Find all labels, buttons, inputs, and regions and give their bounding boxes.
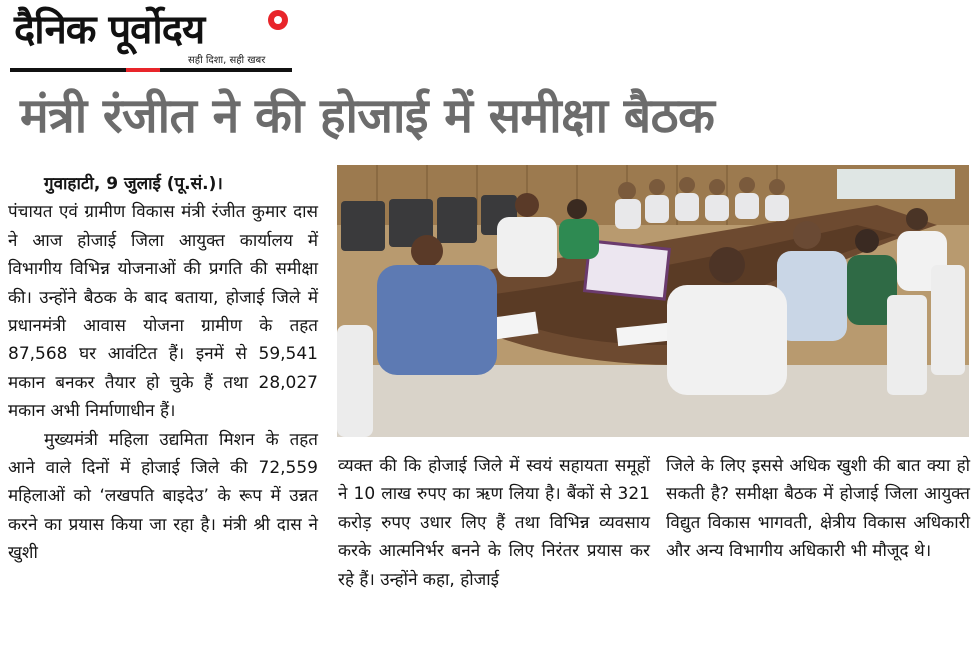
masthead	[10, 6, 310, 76]
article-dateline: गुवाहाटी, 9 जुलाई (पू.सं.)।	[44, 174, 223, 194]
article-column-3-text: जिले के लिए इससे अधिक खुशी की बात क्या हो सकती है? समीक्षा बैठक में होजाई जिला आयुक्त विद्युत विकास भागवती, क्षेत्रीय विकास अधिकारी और अन्य विभागीय अधिकारी भी मौजूद थे।	[666, 456, 970, 562]
masthead-tagline: सही दिशा, सही खबर	[188, 55, 266, 66]
article-headline: मंत्री रंजीत ने की होजाई में समीक्षा बैठक	[20, 88, 715, 144]
article-column-2	[338, 452, 650, 594]
masthead-title: दैनिक पूर्वोदय	[14, 7, 205, 53]
masthead-rule-accent	[126, 68, 160, 72]
article-column-1	[8, 170, 318, 568]
article-column-2-text: व्यक्त की कि होजाई जिले में स्वयं सहायता समूहों ने 10 लाख रुपए का ऋण लिया है। बैंकों से 321 करोड़ रुपए उधार लिए हैं तथा विभिन्न व्यवसाय करके आत्मनिर्भर बनने के लिए निरंतर प्रयास कर रहे हैं। उन्होंने कहा, होजाई	[338, 456, 650, 590]
article-paragraph-2: मुख्यमंत्री महिला उद्यमिता मिशन के तहत आने वाले दिनों में होजाई जिले की 72,559 महिलाओं को ‘लखपति बाइदेउ’ के रूप में उन्नत करने का प्रयास किया जा रहा है। मंत्री श्री दास ने खुशी	[8, 429, 318, 564]
article-column-3	[666, 452, 970, 566]
meeting-photo-illustration	[337, 165, 969, 437]
masthead-logo-dot-icon	[268, 10, 288, 30]
article-paragraph-1: पंचायत एवं ग्रामीण विकास मंत्री रंजीत कुमार दास ने आज होजाई जिला आयुक्त कार्यालय में विभागीय विभिन्न योजनाओं की प्रगति की समीक्षा की। उन्होंने बैठक के बाद बताया, होजाई जिले में प्रधानमंत्री आवास योजना ग्रामीण के तहत 87,568 घर आवंटित हैं। इनमें से 59,541 मकान बनकर तैयार हो चुके हैं तथा 28,027 मकान अभी निर्माणाधीन हैं।	[8, 202, 318, 422]
meeting-photo	[337, 165, 969, 437]
